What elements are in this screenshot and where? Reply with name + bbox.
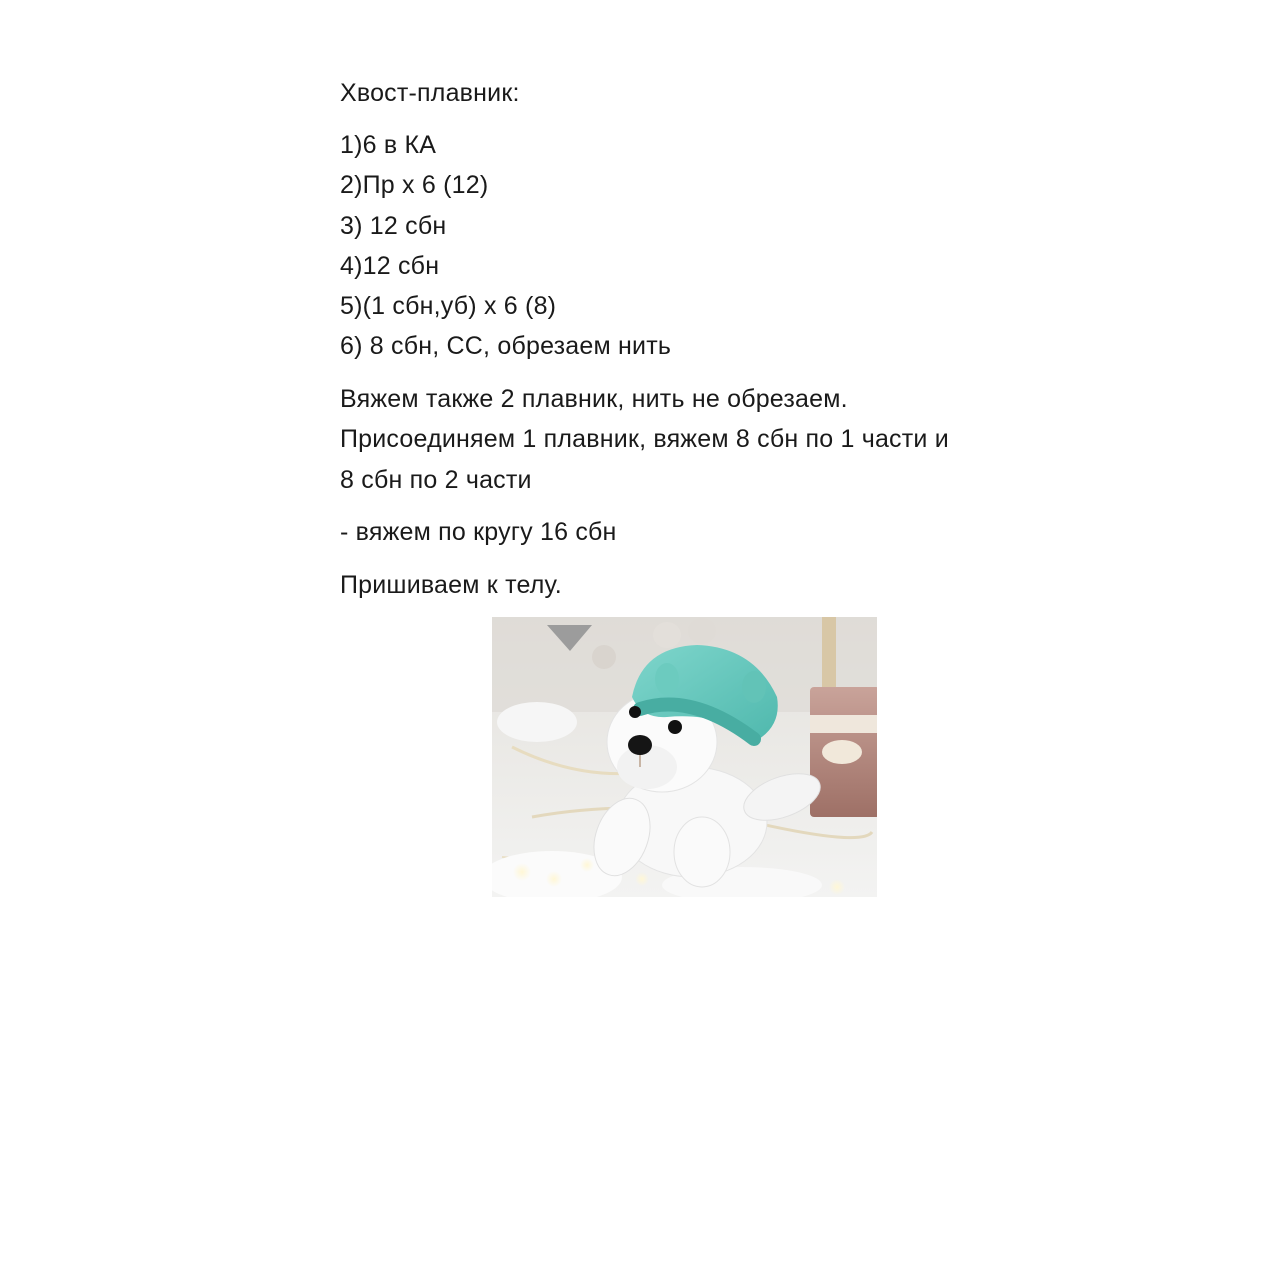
cotton-left [497,702,577,742]
seal-eye-right [668,720,682,734]
paragraph-line-3: 8 сбн по 2 части [340,466,532,494]
seal-right-flipper [674,817,730,887]
fairy-light-5 [829,879,845,895]
seal-eye-left [629,706,641,718]
round-note: - вяжем по кругу 16 сбн [340,518,617,546]
step-6: 6) 8 сбн, СС, обрезаем нить [340,332,672,360]
hat-ear-right [742,671,766,703]
step-4: 4)12 сбн [340,252,440,280]
final-note: Пришиваем к телу. [340,571,562,599]
candle-stick [822,617,836,687]
fairy-light-1 [513,863,531,881]
section-heading: Хвост-плавник: [340,79,520,107]
heart-ornament-3 [688,618,716,644]
heart-ornament-1 [592,645,616,669]
step-2: 2)Пр х 6 (12) [340,171,489,199]
step-5: 5)(1 сбн,уб) х 6 (8) [340,292,557,320]
fairy-light-3 [580,858,594,872]
gift-box-lace [810,715,877,733]
seal-nose [628,735,652,755]
paragraph-line-1: Вяжем также 2 плавник, нить не обрезаем. [340,385,848,413]
step-1: 1)6 в КА [340,131,437,159]
fairy-light-4 [635,872,649,886]
paragraph-line-2: Присоединяем 1 плавник, вяжем 8 сбн по 1 части и [340,425,949,453]
hat-ear-left [655,663,679,695]
fairy-light-2 [546,871,562,887]
heart-ornament-2 [653,622,681,648]
step-3: 3) 12 сбн [340,212,447,240]
seal-toy-illustration [492,617,877,897]
seal-toy-photo [492,617,877,897]
gift-box-bow [822,740,862,764]
